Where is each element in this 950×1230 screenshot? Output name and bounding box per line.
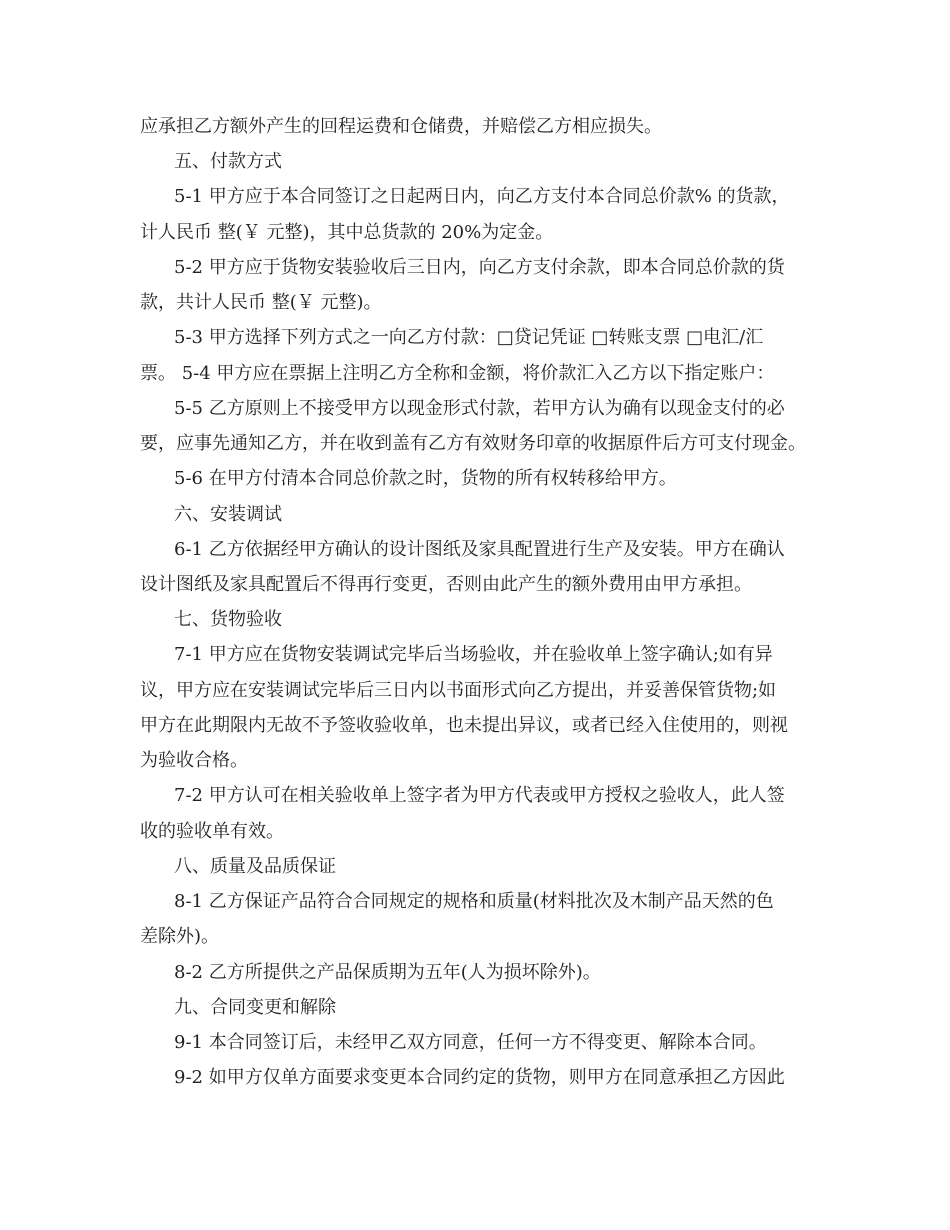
text-line: 为验收合格。: [140, 750, 248, 771]
text-line: 应承担乙方额外产生的回程运费和仓储费，并赔偿乙方相应损失。: [140, 116, 662, 137]
text-line: 票。 5-4 甲方应在票据上注明乙方全称和金额，将价款汇入乙方以下指定账户：: [140, 363, 775, 384]
text-line: 收的验收单有效。: [140, 821, 284, 842]
text-line: 计人民币 整(￥ 元整)，其中总货款的 20%为定金。: [140, 222, 554, 243]
clause-8-1: 8-1 乙方保证产品符合合同规定的规格和质量(材料批次及木制产品天然的色: [174, 891, 774, 912]
text-line: 款，共计人民币 整(￥ 元整)。: [140, 292, 382, 313]
clause-9-1: 9-1 本合同签订后，未经甲乙双方同意，任何一方不得变更、解除本合同。: [174, 1032, 767, 1053]
clause-5-6: 5-6 在甲方付清本合同总价款之时，货物的所有权转移给甲方。: [174, 468, 677, 489]
section-heading-installation: 六、安装调试: [174, 504, 282, 525]
text-line: 要，应事先通知乙方，并在收到盖有乙方有效财务印章的收据原件后方可支付现金。: [140, 433, 806, 454]
text-line: 甲方在此期限内无故不予签收验收单，也未提出异议，或者已经入住使用的，则视: [140, 715, 788, 736]
section-heading-acceptance: 七、货物验收: [174, 609, 282, 630]
clause-7-2: 7-2 甲方认可在相关验收单上签字者为甲方代表或甲方授权之验收人，此人签: [174, 785, 785, 806]
section-heading-quality: 八、质量及品质保证: [174, 856, 336, 877]
clause-8-2: 8-2 乙方所提供之产品保质期为五年(人为损坏除外)。: [174, 962, 601, 983]
section-heading-payment: 五、付款方式: [174, 151, 282, 172]
clause-5-2: 5-2 甲方应于货物安装验收后三日内，向乙方支付余款，即本合同总价款的货: [174, 257, 785, 278]
clause-6-1: 6-1 乙方依据经甲方确认的设计图纸及家具配置进行生产及安装。甲方在确认: [174, 539, 785, 560]
clause-7-1: 7-1 甲方应在货物安装调试完毕后当场验收，并在验收单上签字确认;如有异: [174, 644, 773, 665]
section-heading-contract-change: 九、合同变更和解除: [174, 997, 336, 1018]
text-line: 议，甲方应在安装调试完毕后三日内以书面形式向乙方提出，并妥善保管货物;如: [140, 680, 777, 701]
text-line: 设计图纸及家具配置后不得再行变更，否则由此产生的额外费用由甲方承担。: [140, 574, 752, 595]
clause-5-1: 5-1 甲方应于本合同签订之日起两日内，向乙方支付本合同总价款% 的货款，: [174, 186, 790, 207]
clause-9-2: 9-2 如甲方仅单方面要求变更本合同约定的货物，则甲方在同意承担乙方因此: [174, 1067, 785, 1088]
clause-5-5: 5-5 乙方原则上不接受甲方以现金形式付款，若甲方认为确有以现金支付的必: [174, 398, 785, 419]
text-line: 差除外)。: [140, 926, 220, 947]
clause-5-3: 5-3 甲方选择下列方式之一向乙方付款：□贷记凭证 □转账支票 □电汇/汇: [174, 327, 764, 348]
